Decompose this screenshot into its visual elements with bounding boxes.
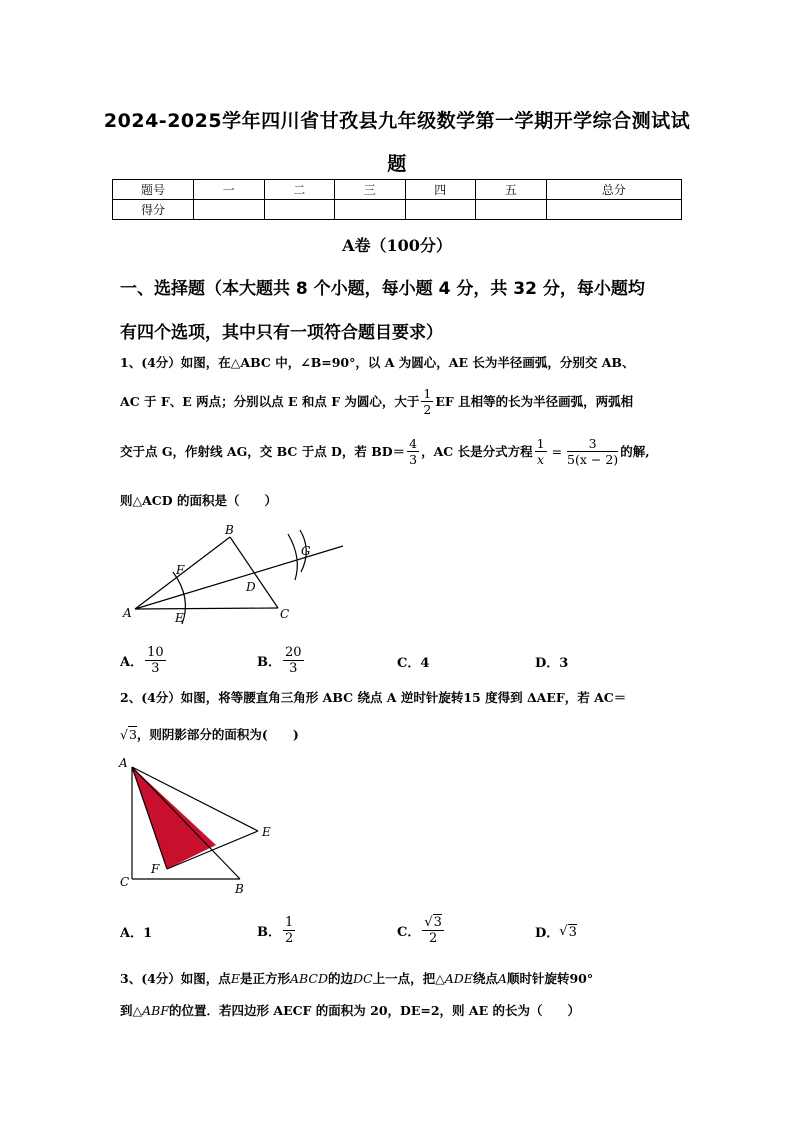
sqrt-radical: √ [120, 726, 128, 742]
q2-option-b[interactable] [257, 910, 297, 950]
fraction-numerator: 1 [285, 914, 294, 930]
score-table-row [113, 200, 682, 220]
option-label: B． [257, 924, 281, 940]
fraction-numerator: 1 [536, 435, 545, 451]
q3-text: 是正方形 [239, 971, 290, 986]
q1-line3a: 交于点 G，作射线 AG，交 BC 于点 D，若 BD＝ [120, 444, 406, 459]
sqrt-radical: √ [424, 914, 433, 930]
fraction-denominator: 2 [423, 401, 432, 417]
q3-math: ABCD [289, 971, 328, 986]
fraction-half [421, 386, 433, 417]
q1-line1: 1、(4分）如图，在△ABC 中，∠B=90°，以 A 为圆心，AE 长为半径画弧，分别交 AB、 [120, 355, 635, 370]
q1-option-a[interactable] [120, 640, 168, 680]
q1-option-b[interactable] [257, 640, 306, 680]
q1-line2b: EF 且相等的长为半径画弧，两弧相 [435, 394, 634, 409]
score-input-cell[interactable] [405, 200, 476, 220]
q2-line1: 2、(4分）如图，将等腰直角三角形 ABC 绕点 A 逆时针旋转15 度得到 ΔAEF，若 AC＝ [120, 690, 627, 705]
q1-line2 [120, 384, 633, 418]
label-b: B [235, 882, 244, 896]
q2-line2-text: ，则阴影部分的面积为( ) [136, 727, 299, 742]
q3-math: DC [353, 971, 373, 986]
option-fraction [283, 915, 295, 946]
ray-ag [135, 546, 343, 609]
score-table-header-row [113, 180, 682, 200]
option-fraction [145, 645, 166, 676]
fraction-numerator: 3 [567, 436, 618, 452]
q3-text: 3、(4分）如图，点 [120, 971, 231, 986]
score-table-cell: 三 [335, 180, 406, 200]
fraction-denominator: 5(x − 2) [567, 451, 619, 467]
label-a: A [119, 756, 128, 770]
option-fraction [283, 645, 304, 676]
label-g: G [301, 544, 311, 558]
sqrt-value: 3 [128, 727, 137, 742]
arc-g-lower [288, 534, 297, 580]
q3-math: ABF [142, 1003, 170, 1018]
sqrt-value: 3 [568, 924, 577, 940]
fraction-numerator [422, 915, 444, 931]
q3-text: 到△ [120, 1003, 143, 1018]
sqrt-radical: √ [559, 924, 568, 939]
q3-math: A [497, 971, 507, 986]
option-fraction [422, 915, 444, 946]
score-table-cell: 一 [194, 180, 265, 200]
score-table [112, 179, 682, 220]
q3-text: 顺时针旋转90° [506, 971, 594, 986]
fraction-denominator: 3 [409, 451, 418, 467]
q1-line4: 则△ACD 的面积是（ ） [120, 493, 277, 508]
segment-ac [135, 608, 278, 609]
label-d: D [246, 580, 256, 594]
equation-right-fraction [567, 436, 618, 467]
q1-option-d[interactable]: D．3 [535, 656, 569, 671]
q3-text: 上一点，把△ [372, 971, 445, 986]
fraction-numerator: 1 [423, 385, 432, 401]
option-label: B． [257, 654, 281, 670]
score-table-cell: 四 [405, 180, 476, 200]
fraction-denominator: 2 [429, 930, 438, 946]
q1-option-c[interactable]: C．4 [397, 656, 430, 671]
label-b: B [225, 523, 234, 537]
label-f: F [151, 862, 160, 876]
score-input-cell[interactable] [476, 200, 547, 220]
q2-option-c[interactable] [397, 910, 446, 950]
label-e: E [262, 825, 271, 839]
q2-option-a[interactable]: A．1 [120, 926, 153, 941]
fraction-denominator: 2 [285, 930, 294, 946]
score-input-cell[interactable] [335, 200, 406, 220]
option-label: A． [120, 654, 144, 670]
score-table-cell: 五 [476, 180, 547, 200]
q1-line3c: 的解, [620, 444, 650, 459]
score-table-cell: 总分 [546, 180, 682, 200]
q3-math: ADE [444, 971, 473, 986]
section-heading-line2: 有四个选项，其中只有一项符合题目要求） [120, 323, 443, 343]
label-e: E [175, 611, 184, 625]
fraction-denominator: 3 [151, 660, 160, 676]
score-input-cell[interactable] [264, 200, 335, 220]
fraction-bd [407, 436, 419, 467]
equation-equals: = [551, 443, 563, 459]
q3-math: E [230, 971, 240, 986]
q3-text: 绕点 [472, 971, 498, 986]
fraction-denominator: x [537, 451, 545, 467]
q3-text: 的边 [327, 971, 353, 986]
fraction-numerator: 4 [409, 435, 418, 451]
section-heading-line1: 一、选择题（本大题共 8 个小题，每小题 4 分，共 32 分，每小题均 [120, 279, 645, 299]
q3-line2 [120, 1001, 580, 1019]
fraction-numerator: 20 [285, 644, 302, 660]
q2-figure [115, 755, 285, 897]
label-a: A [123, 606, 132, 620]
fraction-numerator: 10 [147, 644, 164, 660]
label-c: C [120, 875, 130, 889]
label-f: F [176, 563, 185, 577]
score-table-cell: 题号 [113, 180, 194, 200]
label-c: C [280, 607, 290, 621]
score-table-cell: 二 [264, 180, 335, 200]
doc-title-line1: 2024-2025学年四川省甘孜县九年级数学第一学期开学综合测试试 [103, 110, 691, 132]
q1-line3 [120, 433, 650, 469]
q1-line2a: AC 于 F、E 两点；分别以点 E 和点 F 为圆心，大于 [120, 394, 420, 409]
score-table-cell: 得分 [113, 200, 194, 220]
sqrt-value: 3 [433, 914, 442, 930]
q2-option-d[interactable] [535, 922, 577, 941]
score-input-cell[interactable] [546, 200, 682, 220]
segment-ab [132, 767, 240, 879]
volume-heading: A卷（100分） [342, 236, 452, 255]
doc-title-line2: 题 [387, 153, 407, 175]
q3-text: 的位置．若四边形 AECF 的面积为 20，DE=2，则 AE 的长为（ ） [169, 1003, 580, 1018]
q1-line3b: ，AC 长是分式方程 [421, 444, 533, 459]
q1-figure [115, 520, 355, 630]
option-label: D． [535, 926, 560, 941]
equation-left-fraction [535, 436, 547, 467]
q3-line1 [120, 969, 593, 987]
score-input-cell[interactable] [194, 200, 265, 220]
fraction-denominator: 3 [289, 660, 298, 676]
option-label: C． [397, 924, 421, 940]
q2-line2 [120, 724, 299, 744]
